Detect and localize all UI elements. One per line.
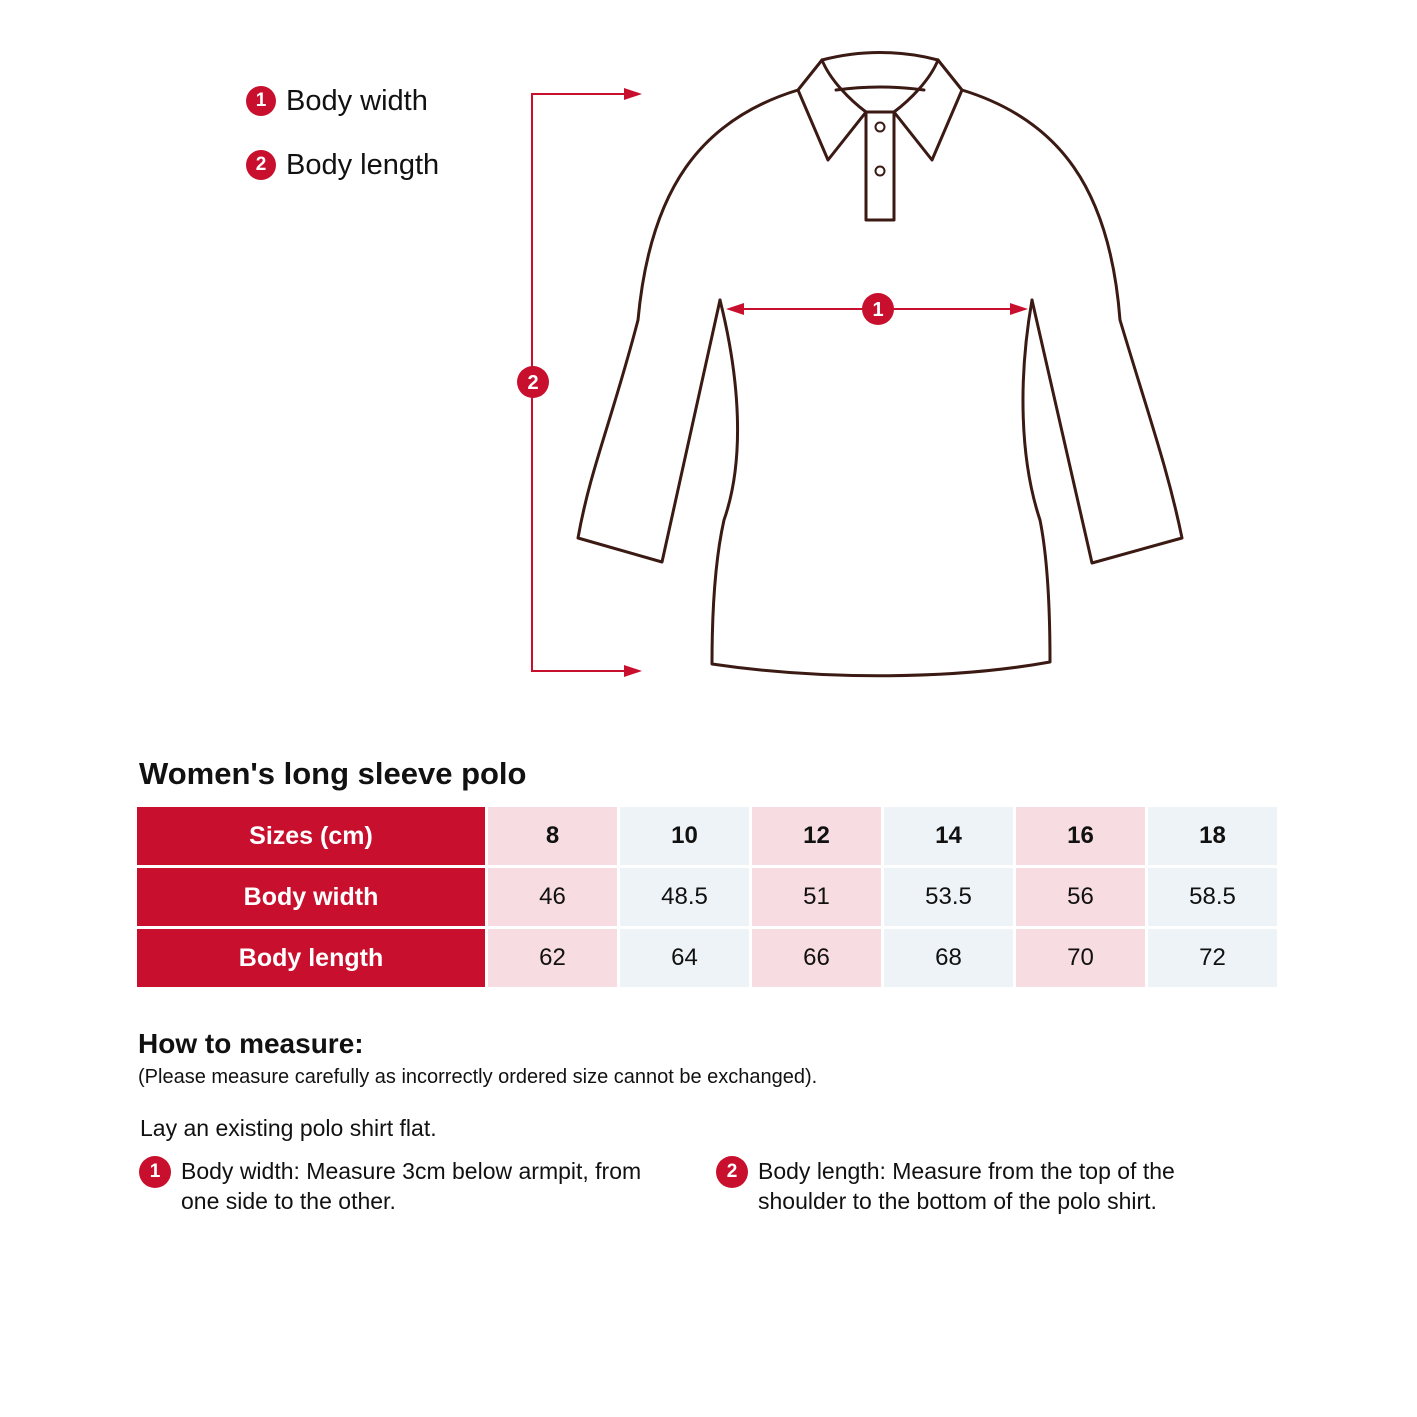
number-badge: 2 (246, 150, 276, 180)
button-icon (876, 167, 885, 176)
size-header: 16 (1016, 807, 1145, 865)
table-cell: 66 (752, 929, 881, 987)
table-title: Women's long sleeve polo (139, 756, 527, 791)
step-body-length (716, 1156, 1238, 1216)
table-header-row (137, 807, 1277, 865)
legend-label: Body width (286, 84, 428, 117)
how-to-note: (Please measure carefully as incorrectly ordered size cannot be exchanged). (138, 1066, 818, 1088)
size-header: 14 (884, 807, 1013, 865)
row-label: Body length (137, 929, 485, 987)
size-header: 18 (1148, 807, 1277, 865)
placket-buttons (876, 123, 885, 176)
table-cell: 62 (488, 929, 617, 987)
body-width-marker-label: 1 (872, 299, 884, 321)
body-length-marker-label: 2 (527, 372, 539, 394)
arrow-right-icon (624, 665, 642, 677)
table-row (137, 929, 1277, 987)
table-cell: 51 (752, 868, 881, 926)
arrow-right-icon (1010, 303, 1028, 315)
table-cell: 53.5 (884, 868, 1013, 926)
table-row (137, 868, 1277, 926)
row-label: Body width (137, 868, 485, 926)
header-label: Sizes (cm) (137, 807, 485, 865)
number-badge: 1 (139, 1156, 171, 1188)
polo-shirt-outline (578, 53, 1182, 676)
legend-label: Body length (286, 148, 440, 181)
step-text: Body width: Measure 3cm below armpit, from one side to the other. (181, 1158, 642, 1214)
arrow-left-icon (726, 303, 744, 315)
table-cell: 46 (488, 868, 617, 926)
table-cell: 58.5 (1148, 868, 1277, 926)
table-cell: 48.5 (620, 868, 749, 926)
size-chart-table (134, 804, 1280, 990)
arrow-right-icon (624, 88, 642, 100)
size-header: 10 (620, 807, 749, 865)
table-cell: 70 (1016, 929, 1145, 987)
number-badge: 2 (716, 1156, 748, 1188)
button-icon (876, 123, 885, 132)
how-to-intro: Lay an existing polo shirt flat. (140, 1115, 437, 1141)
table-cell: 68 (884, 929, 1013, 987)
table-cell: 72 (1148, 929, 1277, 987)
table-cell: 64 (620, 929, 749, 987)
size-header: 12 (752, 807, 881, 865)
how-to-measure-title: How to measure: (138, 1028, 364, 1059)
number-badge: 1 (246, 86, 276, 116)
step-body-width (139, 1156, 651, 1216)
step-text: Body length: Measure from the top of the shoulder to the bottom of the polo shirt. (758, 1158, 1175, 1214)
size-header: 8 (488, 807, 617, 865)
table-cell: 56 (1016, 868, 1145, 926)
